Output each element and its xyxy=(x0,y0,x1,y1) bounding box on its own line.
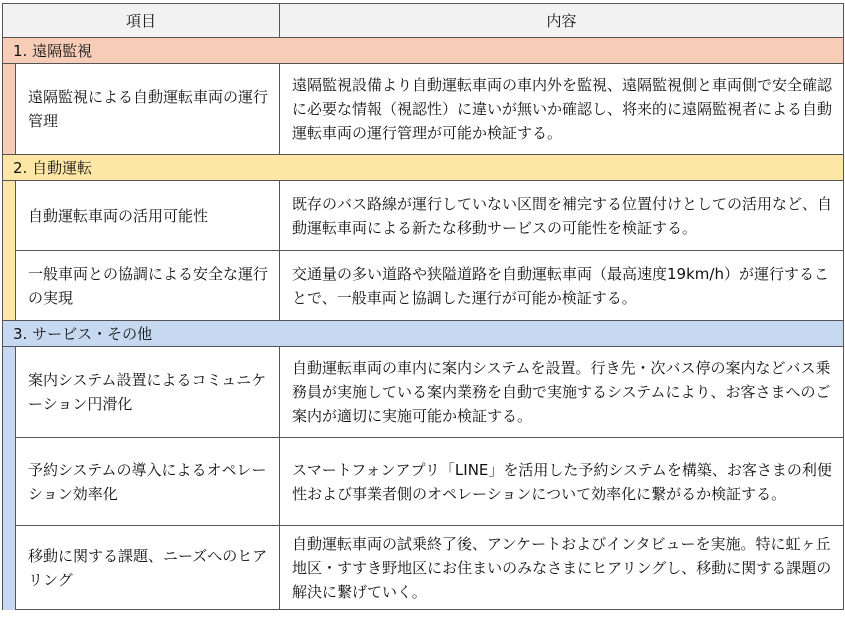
section-stripe xyxy=(3,438,16,526)
row-item: 移動に関する課題、ニーズへのヒアリング xyxy=(16,526,280,610)
row-content: 遠隔監視設備より自動運転車両の車内外を監視、遠隔監視側と車両側で安全確認に必要な情報（視認性）に違いが無いか確認し、将来的に遠隔監視者による自動運転車両の運行管理が可能か検証する。 xyxy=(280,64,844,155)
row-content: 既存のバス路線が運行していない区間を補完する位置付けとしての活用など、自動運転車両による新たな移動サービスの可能性を検証する。 xyxy=(280,181,844,251)
section-title: 1. 遠隔監視 xyxy=(3,38,844,64)
table-row xyxy=(3,181,844,251)
table-row xyxy=(3,64,844,155)
row-item: 予約システムの導入によるオペレーション効率化 xyxy=(16,438,280,526)
table-row xyxy=(3,347,844,438)
header-content: 内容 xyxy=(280,4,844,38)
header-item: 項目 xyxy=(3,4,280,38)
section-row-service-other xyxy=(3,321,844,347)
row-item: 案内システム設置によるコミュニケーション円滑化 xyxy=(16,347,280,438)
table-row xyxy=(3,251,844,321)
section-row-autonomous-driving xyxy=(3,155,844,181)
table-row xyxy=(3,438,844,526)
table-header-row xyxy=(3,4,844,38)
section-row-remote-monitoring xyxy=(3,38,844,64)
section-stripe xyxy=(3,64,16,155)
section-stripe xyxy=(3,251,16,321)
section-stripe xyxy=(3,347,16,438)
row-content: 交通量の多い道路や狭隘道路を自動運転車両（最高速度19km/h）が運行することで、一般車両と協調した運行が可能か検証する。 xyxy=(280,251,844,321)
row-item: 自動運転車両の活用可能性 xyxy=(16,181,280,251)
table-row xyxy=(3,526,844,610)
verification-items-table xyxy=(2,3,843,610)
row-item: 一般車両との協調による安全な運行の実現 xyxy=(16,251,280,321)
section-title: 2. 自動運転 xyxy=(3,155,844,181)
section-stripe xyxy=(3,181,16,251)
row-content: スマートフォンアプリ「LINE」を活用した予約システムを構築、お客さまの利便性および事業者側のオペレーションについて効率化に繋がるか検証する。 xyxy=(280,438,844,526)
row-content: 自動運転車両の車内に案内システムを設置。行き先・次バス停の案内などバス乗務員が実施している案内業務を自動で実施するシステムにより、お客さまへのご案内が適切に実施可能か検証する。 xyxy=(280,347,844,438)
row-content: 自動運転車両の試乗終了後、アンケートおよびインタビューを実施。特に虹ヶ丘地区・すすき野地区にお住まいのみなさまにヒアリングし、移動に関する課題の解決に繋げていく。 xyxy=(280,526,844,610)
section-stripe xyxy=(3,526,16,610)
section-title: 3. サービス・その他 xyxy=(3,321,844,347)
row-item: 遠隔監視による自動運転車両の運行管理 xyxy=(16,64,280,155)
